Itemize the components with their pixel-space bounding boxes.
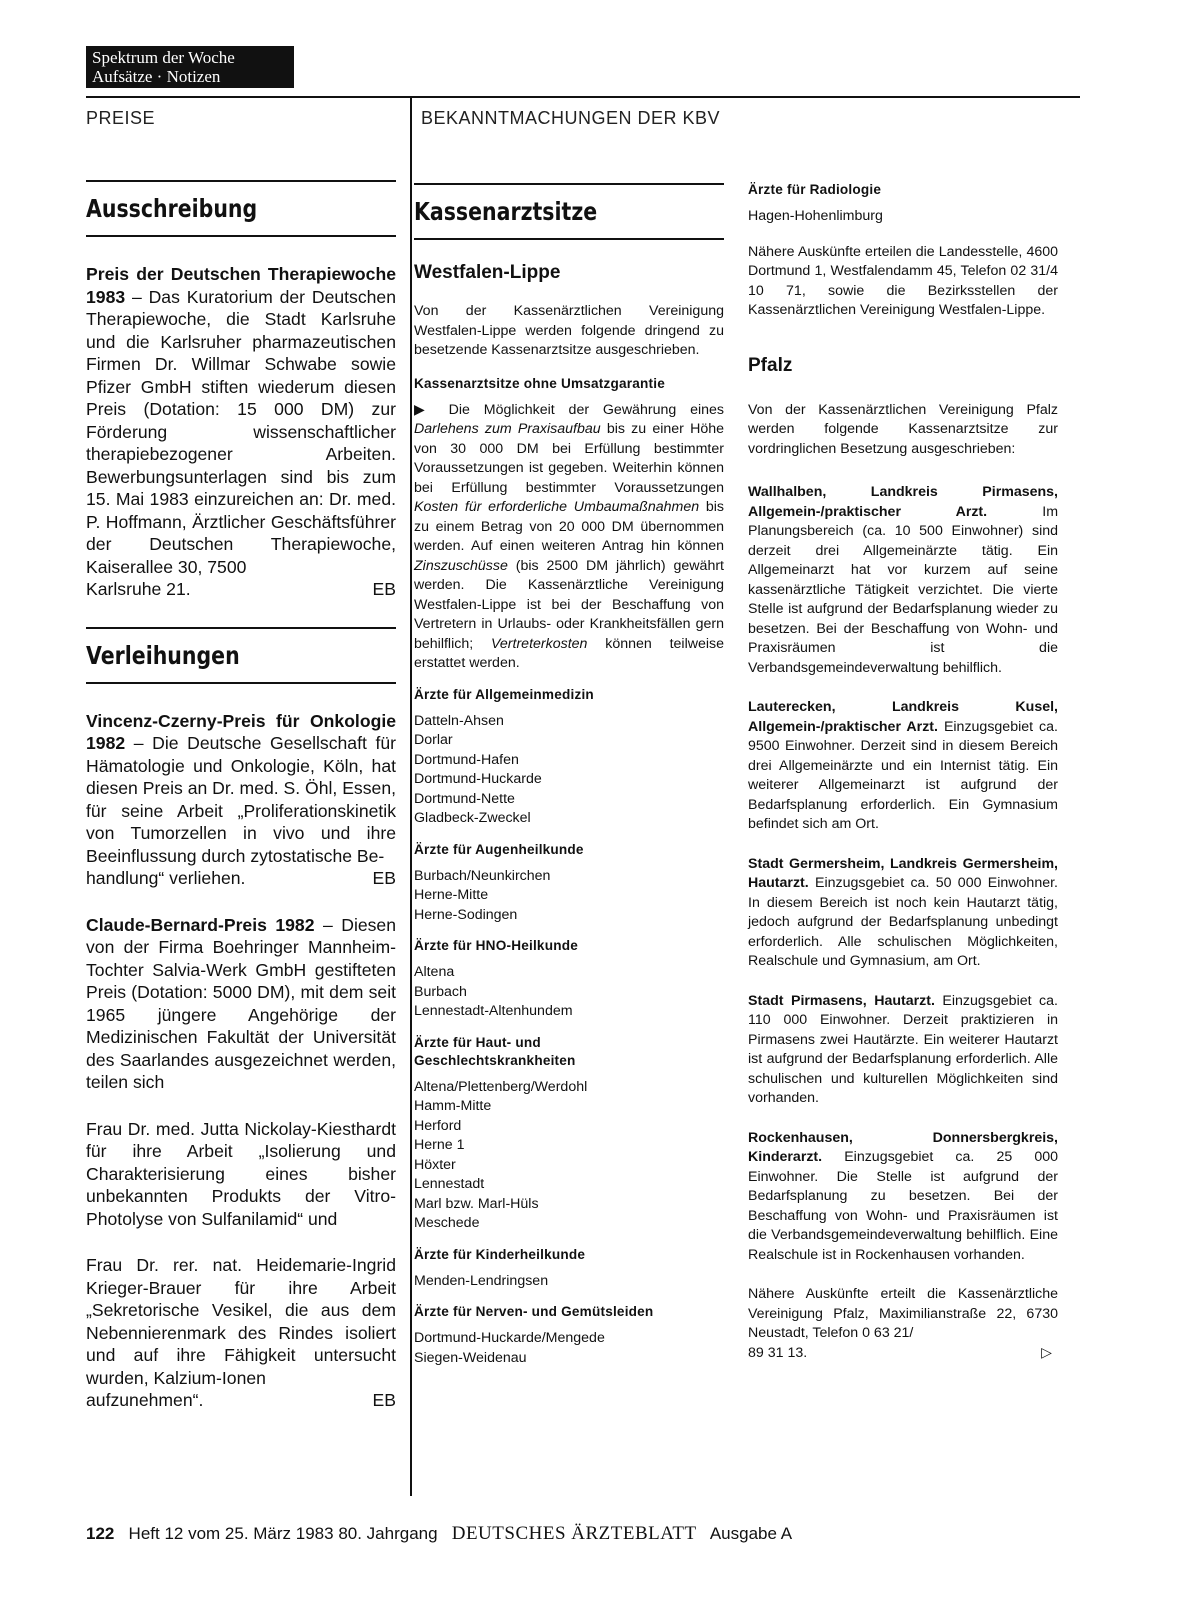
text-run: bis zu einer Höhe von 30 000 DM bei Erfüllung bestimmter Voraussetzungen ist gegeben. Weiterhin können bei Erfüllung bestimmter Voraussetzungen — [414, 421, 724, 496]
emphasis: Zinszuschüsse — [414, 557, 508, 574]
emphasis: Darlehens zum Praxisaufbau — [414, 421, 601, 437]
column-divider — [410, 96, 412, 1496]
specialty-group-hno — [414, 937, 724, 1022]
list-item: Dortmund-Huckarde — [414, 771, 542, 787]
journal-name: DEUTSCHES ÄRZTEBLATT — [451, 1523, 697, 1544]
list-item: Altena/Plettenberg/Werdohl — [414, 1078, 588, 1095]
list-item: Herne-Mitte — [414, 887, 489, 903]
title-rule-bottom — [86, 235, 396, 237]
list-item: Dortmund-Nette — [414, 790, 515, 807]
specialty-group-nerven — [414, 1303, 724, 1368]
entry-text: Einzugsgebiet ca. 110 000 Einwohner. Derzeit praktizieren in Pirmasens zwei Hautärzte. Ein weiterer Hautarzt ist aufgrund der Bedarfsplanung erforderlich. Alle schulischen und kulturellen Möglichkeiten sind vorhanden. — [748, 992, 1058, 1106]
subhead-ohne-umsatzgarantie: Kassenarztsitze ohne Umsatzgarantie — [414, 375, 666, 391]
paragraph-end-line — [748, 1344, 1058, 1364]
list-item: Höxter — [414, 1156, 456, 1173]
column-westfalen — [414, 183, 724, 1380]
specialty-heading: Ärzte für Haut- und Geschlechtskrankheiten — [414, 1034, 576, 1068]
title-kassenarztsitze: Kassenarztsitze — [414, 197, 598, 226]
entry-text: Einzugsgebiet ca. 9500 Einwohner. Derzeit sind in diesem Bereich drei Allgemeinärzte und ein Internist tätig. Ein weiterer Allgemeinarzt ist aufgrund der Bedarfsplanung erforderlich. Ein Gymnasium befindet sich am Ort. — [748, 718, 1058, 832]
header-line-1: Spektrum der Woche — [92, 48, 235, 67]
list-item: Lennestadt-Altenhundem — [414, 1003, 573, 1019]
prize-name: Preis der Deutschen Therapiewoche 1983 — [86, 264, 396, 307]
prize-name: Vincenz-Czerny-Preis für Onkologie 1982 — [86, 710, 396, 753]
list-item: Burbach — [414, 983, 467, 1000]
specialty-heading: Ärzte für Augenheilkunde — [414, 841, 584, 857]
paragraph-auskuenfte-westfalen: Nähere Auskünfte erteilen die Landesstelle, 4600 Dortmund 1, Westfalendamm 45, Telefon 02 31/4 10 71, sowie die Bezirksstellen der Kassenärztlichen Vereinigung Westfalen-Lippe. — [748, 243, 1058, 318]
section-label-kbv: BEKANNTMACHUNGEN DER KBV — [421, 108, 721, 128]
paragraph-end: handlung“ verliehen. — [86, 868, 246, 888]
paragraph-text: – Das Kuratorium der Deutschen Therapiewoche, die Stadt Karlsruhe und die Karlsruher pharmazeutischen Firmen Dr. Willmar Schwabe sowie Pfizer GmbH stiften wiederum diesen Preis (Dotation: 15 000 DM) zur Förderung wissenschaftlicher therapiebezogener Arbeiten. Bewerbungsunterlagen sind bis zum 15. Mai 1983 einzureichen an: Dr. med. P. Hoffmann, Ärztlicher Geschäftsführer der Deutschen Therapiewoche, Kaiserallee 30, 7500 — [86, 286, 396, 577]
list-item: Dorlar — [414, 732, 453, 748]
title-rule-top-2 — [86, 627, 396, 629]
top-rule — [86, 96, 1080, 98]
page-footer — [86, 1523, 792, 1545]
edition: Ausgabe A — [709, 1524, 793, 1543]
header-line-2: Aufsätze · Notizen — [92, 67, 221, 86]
list-item: Dortmund-Hafen — [414, 751, 519, 768]
entry-title: Wallhalben, Landkreis Pirmasens, Allgemein-/praktischer Arzt. — [748, 484, 1058, 520]
list-item: Altena — [414, 964, 455, 980]
specialty-group-allgemein — [414, 686, 724, 829]
column-pfalz — [748, 181, 1058, 1363]
text-run: ▶ Die Möglichkeit der Gewährung eines — [414, 401, 724, 418]
title-ausschreibung: Ausschreibung — [86, 194, 258, 223]
paragraph-end: Karlsruhe 21. — [86, 579, 191, 599]
specialty-group-haut — [414, 1034, 724, 1234]
paragraph-text: – Diesen von der Firma Boehringer Mannheim-Tochter Salvia-Werk GmbH gestifteten Preis (Dotation: 5000 DM), mit dem seit 1965 jüngere Angehörige der Medizinischen Fakultät der Universität des Saarlandes ausgezeichnet werden, teilen sich — [86, 914, 397, 1092]
paragraph-end-line — [86, 578, 396, 601]
paragraph-text: – Die Deutsche Gesellschaft für Hämatologie und Onkologie, Köln, hat diesen Preis an Dr. med. S. Öhl, Essen, für seine Arbeit „Proliferationskinetik von Tumorzellen in vivo und ihre Beeinflussung durch zytostatische Be- — [86, 733, 396, 866]
list-item: Menden-Lendringsen — [414, 1272, 549, 1289]
specialty-heading: Ärzte für Kinderheilkunde — [414, 1246, 586, 1262]
text-run: (bis 2500 DM jährlich) gewährt werden. Die Kassenärztliche Vereinigung Westfalen-Lippe ist bei der Beschaffung von Vertretern in Urlaubs- oder Krankheitsfällen gern behilflich; — [414, 557, 724, 652]
emphasis: Kosten für erforderliche Umbaumaßnahmen — [414, 499, 700, 515]
entry-germersheim — [748, 855, 1058, 972]
specialty-heading: Ärzte für Allgemeinmedizin — [414, 686, 594, 702]
paragraph-end: 89 31 13. — [748, 1344, 808, 1361]
region-pfalz: Pfalz — [748, 354, 793, 376]
paragraph-czerny — [86, 710, 396, 868]
list-item: Marl bzw. Marl-Hüls — [414, 1195, 539, 1212]
entry-title: Rockenhausen, Donnersbergkreis, Kinderarzt. — [748, 1129, 1058, 1165]
specialty-group-augen — [414, 841, 724, 926]
list-item: Meschede — [414, 1215, 480, 1231]
paragraph-nickolay: Frau Dr. med. Jutta Nickolay-Kiesthardt für ihre Arbeit „Isolierung und Charakterisierung eines bisher unbekannten Produkts der Vitro-Photolyse von Sulfanilamid“ und — [86, 1118, 396, 1229]
specialty-heading: Ärzte für Nerven- und Gemütsleiden — [414, 1304, 654, 1319]
specialty-heading-radiologie: Ärzte für Radiologie — [748, 182, 882, 197]
entry-title: Stadt Germersheim, Landkreis Germersheim, Hautarzt. — [748, 855, 1058, 891]
paragraph-conditions — [414, 401, 724, 674]
intro-westfalen: Von der Kassenärztlichen Vereinigung Westfalen-Lippe werden folgende dringend zu besetzende Kassenarztsitze ausgeschrieben. — [414, 303, 724, 358]
entry-title: Stadt Pirmasens, Hautarzt. — [748, 992, 935, 1009]
title-rule-top — [414, 183, 724, 185]
paragraph-therapiewoche — [86, 263, 396, 578]
author-initials: EB — [372, 868, 396, 888]
entry-rockenhausen — [748, 1129, 1058, 1266]
intro-pfalz: Von der Kassenärztlichen Vereinigung Pfalz werden folgende Kassenarztsitze zur vordringlichen Besetzung ausgeschrieben: — [748, 401, 1058, 457]
entry-text: Einzugsgebiet ca. 25 000 Einwohner. Die Stelle ist aufgrund der Bedarfsplanung zu besetzen. Bei der Beschaffung von Wohn- und Praxisräumen ist die Verbandsgemeindeverwaltung behilflich. Eine Realschule ist in Rockenhausen vorhanden. — [748, 1149, 1058, 1263]
paragraph-end-line — [86, 867, 396, 890]
column-preise — [86, 180, 396, 1412]
section-header-box — [86, 46, 294, 88]
list-item: Herford — [414, 1117, 462, 1134]
title-rule-bottom — [414, 238, 724, 240]
list-item: Lennestadt — [414, 1176, 485, 1192]
text-run: bis zu einem Betrag von 20 000 DM übernommen werden. Auf einen weiteren Antrag hin können — [414, 499, 724, 554]
list-item: Hamm-Mitte — [414, 1098, 492, 1114]
list-item: Herne-Sodingen — [414, 906, 518, 923]
title-rule-top — [86, 180, 396, 182]
paragraph-end-line — [86, 1389, 396, 1412]
list-item: Gladbeck-Zweckel — [414, 810, 531, 826]
title-rule-bottom-2 — [86, 682, 396, 684]
paragraph-auskuenfte-pfalz: Nähere Auskünfte erteilt die Kassenärztliche Vereinigung Pfalz, Maximilianstraße 22, 6730 Neustadt, Telefon 0 63 21/ — [748, 1286, 1058, 1341]
entry-text: Im Planungsbereich (ca. 10 500 Einwohner) sind derzeit drei Allgemeinärzte tätig. Ein Allgemeinarzt hat vor kurzem auf seine kassenärztliche Tätigkeit verzichtet. Die vierte Stelle ist aufgrund der Bedarfsplanung wieder zu besetzen. Bei der Beschaffung von Wohn- und Praxisräumen ist die Verbandsgemeindeverwaltung behilflich. — [748, 503, 1059, 676]
region-westfalen-lippe: Westfalen-Lippe — [414, 262, 561, 283]
list-item: Herne 1 — [414, 1137, 465, 1153]
issue-info: Heft 12 vom 25. März 1983 80. Jahrgang — [128, 1524, 438, 1543]
title-verleihungen: Verleihungen — [86, 640, 240, 670]
list-item: Dortmund-Huckarde/Mengede — [414, 1330, 605, 1346]
paragraph-end: aufzunehmen“. — [86, 1390, 204, 1410]
entry-wallhalben — [748, 483, 1058, 678]
prize-name: Claude-Bernard-Preis 1982 — [86, 914, 315, 935]
page-number: 122 — [86, 1524, 115, 1543]
list-item: Datteln-Ahsen — [414, 712, 504, 729]
entry-lauterecken — [748, 698, 1058, 835]
entry-pirmasens — [748, 992, 1058, 1109]
entry-text: Einzugsgebiet ca. 50 000 Einwohner. In diesem Bereich ist noch kein Hautarzt tätig, jedoch aufgrund der Bedarfsplanung unbedingt erforderlich. Alle schulischen Möglichkeiten, Realschule und Gymnasium, am Ort. — [748, 875, 1058, 969]
list-item: Hagen-Hohenlimburg — [748, 208, 883, 224]
section-label-preise: PREISE — [86, 108, 156, 128]
paragraph-bernard — [86, 914, 396, 1094]
paragraph-krieger: Frau Dr. rer. nat. Heidemarie-Ingrid Krieger-Brauer für ihre Arbeit „Sekretorische Vesikel, die aus dem Nebennierenmark des Rindes isoliert und auf ihre Fähigkeit untersucht wurden, Kalzium-Ionen — [86, 1255, 396, 1388]
list-item: Burbach/Neunkirchen — [414, 867, 551, 884]
specialty-group-kinder — [414, 1246, 724, 1292]
continue-arrow-icon: ▷ — [1041, 1344, 1052, 1361]
author-initials: EB — [372, 1390, 396, 1410]
entry-title: Lauterecken, Landkreis Kusel, Allgemein-/praktischer Arzt. — [748, 699, 1058, 735]
text-run: können teilweise erstattet werden. — [414, 635, 725, 671]
list-item: Siegen-Weidenau — [414, 1349, 527, 1366]
emphasis: Vertreterkosten — [490, 635, 588, 652]
author-initials: EB — [372, 579, 396, 599]
specialty-heading: Ärzte für HNO-Heilkunde — [414, 938, 578, 953]
